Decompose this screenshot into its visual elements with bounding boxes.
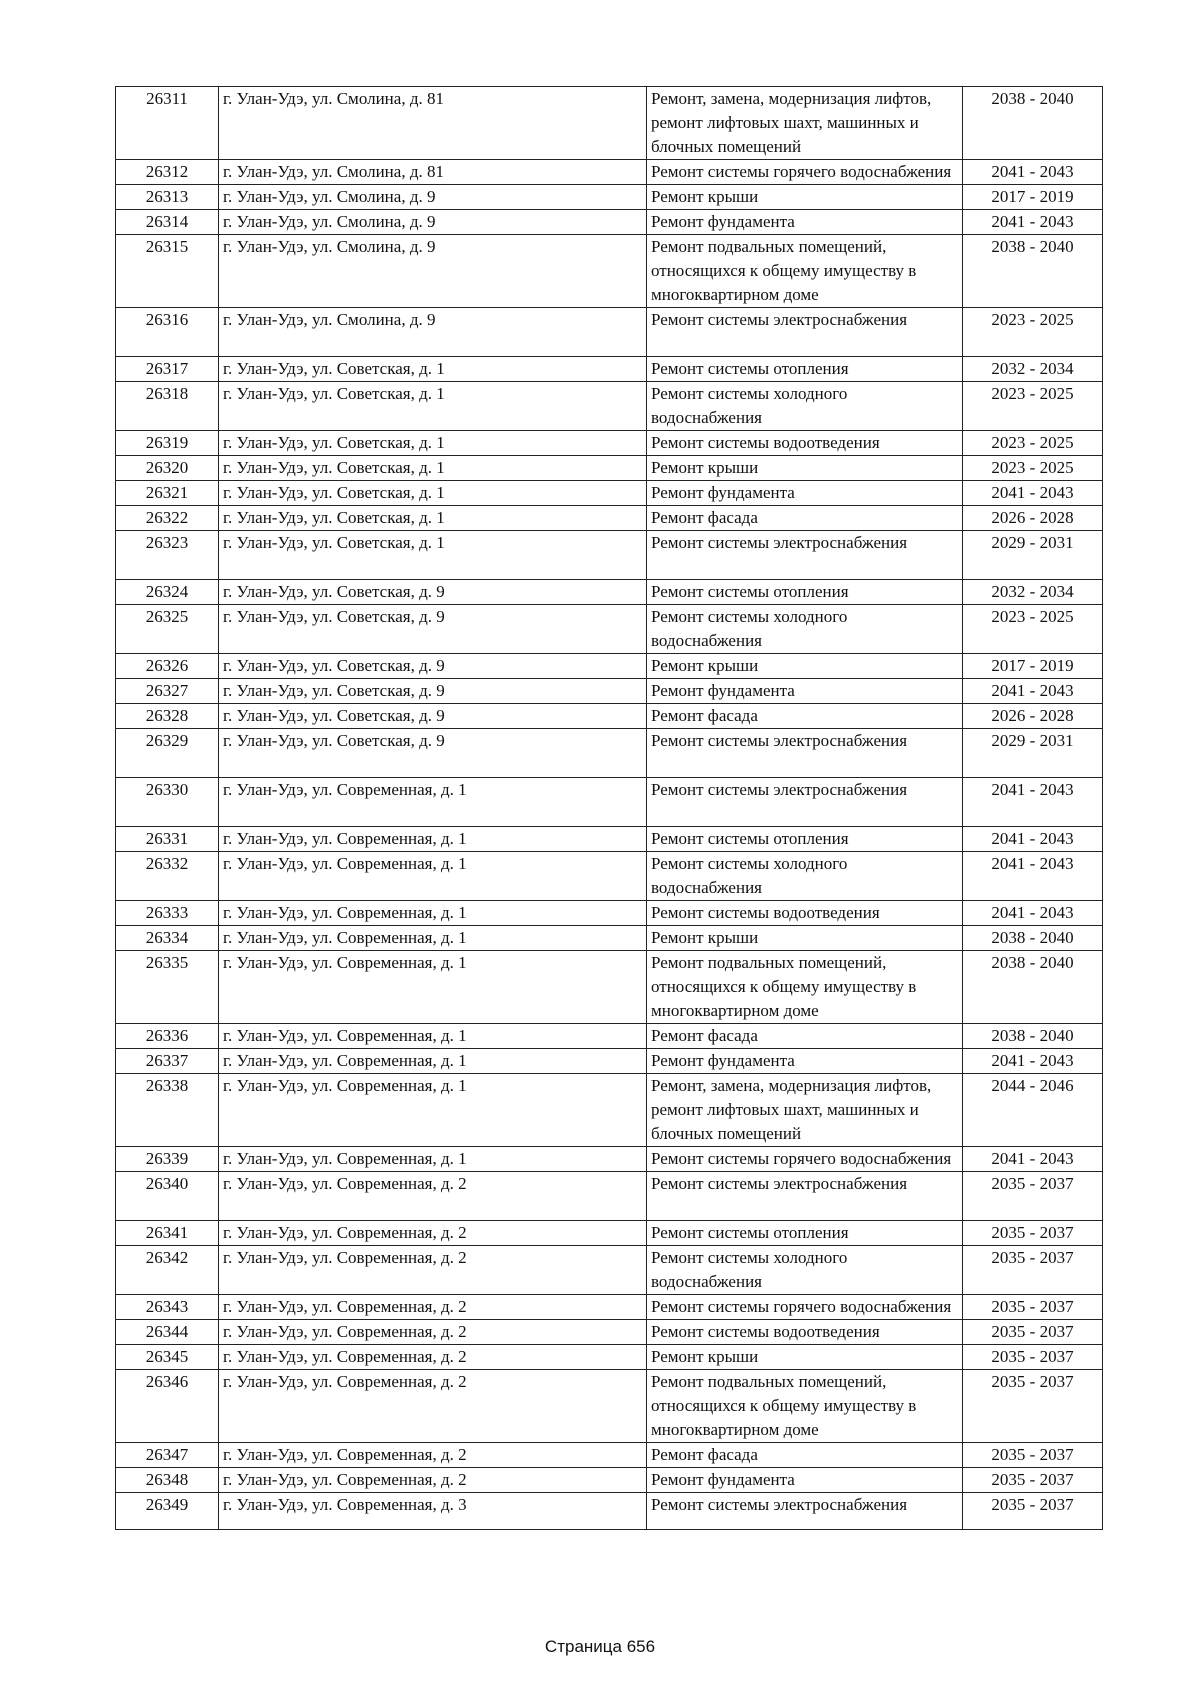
table-row: [116, 87, 1103, 160]
row-address: г. Улан-Удэ, ул. Современная, д. 2: [219, 1370, 647, 1443]
row-work-type: Ремонт системы холодного водоснабжения: [647, 382, 963, 431]
row-period: 2041 - 2043: [963, 679, 1103, 704]
table-row: [116, 1345, 1103, 1370]
row-work-type: Ремонт системы горячего водоснабжения: [647, 160, 963, 185]
row-work-type: Ремонт системы электроснабжения: [647, 729, 963, 778]
row-period: 2035 - 2037: [963, 1443, 1103, 1468]
row-address: г. Улан-Удэ, ул. Советская, д. 1: [219, 357, 647, 382]
row-address: г. Улан-Удэ, ул. Смолина, д. 9: [219, 308, 647, 357]
row-period: 2041 - 2043: [963, 827, 1103, 852]
row-period: 2032 - 2034: [963, 357, 1103, 382]
row-period: 2038 - 2040: [963, 87, 1103, 160]
row-number: 26315: [116, 235, 219, 308]
row-number: 26319: [116, 431, 219, 456]
row-period: 2023 - 2025: [963, 431, 1103, 456]
row-work-type: Ремонт системы водоотведения: [647, 1320, 963, 1345]
row-address: г. Улан-Удэ, ул. Смолина, д. 81: [219, 160, 647, 185]
row-period: 2035 - 2037: [963, 1468, 1103, 1493]
row-period: 2035 - 2037: [963, 1493, 1103, 1530]
row-number: 26328: [116, 704, 219, 729]
row-address: г. Улан-Удэ, ул. Советская, д. 9: [219, 729, 647, 778]
table-row: [116, 235, 1103, 308]
row-period: 2035 - 2037: [963, 1172, 1103, 1221]
row-address: г. Улан-Удэ, ул. Современная, д. 1: [219, 778, 647, 827]
row-number: 26334: [116, 926, 219, 951]
row-address: г. Улан-Удэ, ул. Смолина, д. 9: [219, 185, 647, 210]
table-row: [116, 778, 1103, 827]
row-address: г. Улан-Удэ, ул. Современная, д. 2: [219, 1246, 647, 1295]
row-address: г. Улан-Удэ, ул. Советская, д. 9: [219, 605, 647, 654]
table-row: [116, 481, 1103, 506]
table-row: [116, 382, 1103, 431]
table-row: [116, 1493, 1103, 1530]
row-work-type: Ремонт фасада: [647, 704, 963, 729]
row-address: г. Улан-Удэ, ул. Смолина, д. 9: [219, 210, 647, 235]
row-number: 26346: [116, 1370, 219, 1443]
row-address: г. Улан-Удэ, ул. Современная, д. 2: [219, 1295, 647, 1320]
row-period: 2035 - 2037: [963, 1221, 1103, 1246]
row-work-type: Ремонт подвальных помещений, относящихся к общему имуществу в многоквартирном доме: [647, 1370, 963, 1443]
row-number: 26332: [116, 852, 219, 901]
row-number: 26339: [116, 1147, 219, 1172]
table-row: [116, 1172, 1103, 1221]
row-address: г. Улан-Удэ, ул. Советская, д. 9: [219, 679, 647, 704]
table-row: [116, 926, 1103, 951]
row-address: г. Улан-Удэ, ул. Современная, д. 1: [219, 1024, 647, 1049]
row-period: 2017 - 2019: [963, 185, 1103, 210]
row-period: 2029 - 2031: [963, 729, 1103, 778]
row-work-type: Ремонт системы отопления: [647, 580, 963, 605]
row-period: 2041 - 2043: [963, 1147, 1103, 1172]
row-address: г. Улан-Удэ, ул. Современная, д. 1: [219, 1074, 647, 1147]
table-row: [116, 456, 1103, 481]
row-number: 26333: [116, 901, 219, 926]
row-address: г. Улан-Удэ, ул. Современная, д. 1: [219, 926, 647, 951]
row-number: 26326: [116, 654, 219, 679]
table-row: [116, 852, 1103, 901]
row-number: 26337: [116, 1049, 219, 1074]
row-address: г. Улан-Удэ, ул. Современная, д. 1: [219, 951, 647, 1024]
row-number: 26347: [116, 1443, 219, 1468]
table-row: [116, 1370, 1103, 1443]
row-number: 26336: [116, 1024, 219, 1049]
row-work-type: Ремонт системы электроснабжения: [647, 531, 963, 580]
row-address: г. Улан-Удэ, ул. Смолина, д. 9: [219, 235, 647, 308]
row-period: 2023 - 2025: [963, 605, 1103, 654]
row-work-type: Ремонт крыши: [647, 926, 963, 951]
table-row: [116, 951, 1103, 1024]
row-address: г. Улан-Удэ, ул. Современная, д. 2: [219, 1443, 647, 1468]
row-work-type: Ремонт системы электроснабжения: [647, 778, 963, 827]
row-address: г. Улан-Удэ, ул. Советская, д. 9: [219, 704, 647, 729]
row-period: 2038 - 2040: [963, 926, 1103, 951]
table-row: [116, 308, 1103, 357]
table-row: [116, 1468, 1103, 1493]
row-address: г. Улан-Удэ, ул. Современная, д. 2: [219, 1320, 647, 1345]
table-row: [116, 1074, 1103, 1147]
row-address: г. Улан-Удэ, ул. Советская, д. 1: [219, 382, 647, 431]
row-number: 26348: [116, 1468, 219, 1493]
row-address: г. Улан-Удэ, ул. Современная, д. 2: [219, 1172, 647, 1221]
table-row: [116, 1221, 1103, 1246]
row-work-type: Ремонт системы горячего водоснабжения: [647, 1295, 963, 1320]
row-address: г. Улан-Удэ, ул. Советская, д. 9: [219, 654, 647, 679]
row-address: г. Улан-Удэ, ул. Смолина, д. 81: [219, 87, 647, 160]
row-work-type: Ремонт фасада: [647, 1024, 963, 1049]
row-number: 26311: [116, 87, 219, 160]
row-work-type: Ремонт подвальных помещений, относящихся к общему имуществу в многоквартирном доме: [647, 235, 963, 308]
table-row: [116, 827, 1103, 852]
row-number: 26341: [116, 1221, 219, 1246]
row-period: 2017 - 2019: [963, 654, 1103, 679]
row-address: г. Улан-Удэ, ул. Современная, д. 2: [219, 1345, 647, 1370]
row-period: 2038 - 2040: [963, 1024, 1103, 1049]
row-period: 2044 - 2046: [963, 1074, 1103, 1147]
row-number: 26323: [116, 531, 219, 580]
row-period: 2041 - 2043: [963, 852, 1103, 901]
row-period: 2041 - 2043: [963, 778, 1103, 827]
row-address: г. Улан-Удэ, ул. Современная, д. 2: [219, 1468, 647, 1493]
row-number: 26324: [116, 580, 219, 605]
row-work-type: Ремонт крыши: [647, 654, 963, 679]
row-period: 2035 - 2037: [963, 1295, 1103, 1320]
row-number: 26322: [116, 506, 219, 531]
row-work-type: Ремонт системы отопления: [647, 1221, 963, 1246]
row-period: 2041 - 2043: [963, 901, 1103, 926]
row-work-type: Ремонт системы отопления: [647, 357, 963, 382]
row-work-type: Ремонт фундамента: [647, 1468, 963, 1493]
table-row: [116, 160, 1103, 185]
table-row: [116, 357, 1103, 382]
row-period: 2023 - 2025: [963, 382, 1103, 431]
row-work-type: Ремонт подвальных помещений, относящихся к общему имуществу в многоквартирном доме: [647, 951, 963, 1024]
row-period: 2038 - 2040: [963, 951, 1103, 1024]
row-number: 26329: [116, 729, 219, 778]
page-number: Страница 656: [544, 1637, 656, 1656]
row-number: 26340: [116, 1172, 219, 1221]
row-number: 26344: [116, 1320, 219, 1345]
row-work-type: Ремонт системы электроснабжения: [647, 1493, 963, 1530]
row-period: 2029 - 2031: [963, 531, 1103, 580]
table-row: [116, 431, 1103, 456]
row-address: г. Улан-Удэ, ул. Советская, д. 1: [219, 481, 647, 506]
row-period: 2035 - 2037: [963, 1370, 1103, 1443]
table-row: [116, 185, 1103, 210]
row-work-type: Ремонт фасада: [647, 1443, 963, 1468]
row-work-type: Ремонт системы отопления: [647, 827, 963, 852]
row-number: 26321: [116, 481, 219, 506]
table-row: [116, 1049, 1103, 1074]
row-work-type: Ремонт системы холодного водоснабжения: [647, 852, 963, 901]
row-work-type: Ремонт системы электроснабжения: [647, 308, 963, 357]
row-number: 26327: [116, 679, 219, 704]
table-row: [116, 531, 1103, 580]
row-work-type: Ремонт системы холодного водоснабжения: [647, 1246, 963, 1295]
row-period: 2035 - 2037: [963, 1345, 1103, 1370]
row-number: 26325: [116, 605, 219, 654]
row-work-type: Ремонт системы водоотведения: [647, 431, 963, 456]
table-row: [116, 1443, 1103, 1468]
row-work-type: Ремонт крыши: [647, 1345, 963, 1370]
row-period: 2041 - 2043: [963, 481, 1103, 506]
row-work-type: Ремонт фундамента: [647, 210, 963, 235]
row-period: 2026 - 2028: [963, 506, 1103, 531]
row-work-type: Ремонт крыши: [647, 456, 963, 481]
row-number: 26314: [116, 210, 219, 235]
table-row: [116, 506, 1103, 531]
row-period: 2032 - 2034: [963, 580, 1103, 605]
row-work-type: Ремонт фундамента: [647, 481, 963, 506]
row-address: г. Улан-Удэ, ул. Советская, д. 1: [219, 506, 647, 531]
row-work-type: Ремонт фундамента: [647, 1049, 963, 1074]
row-number: 26312: [116, 160, 219, 185]
row-number: 26316: [116, 308, 219, 357]
row-address: г. Улан-Удэ, ул. Современная, д. 2: [219, 1221, 647, 1246]
row-number: 26349: [116, 1493, 219, 1530]
table-row: [116, 654, 1103, 679]
table-body: [116, 87, 1103, 1530]
table-row: [116, 729, 1103, 778]
row-address: г. Улан-Удэ, ул. Современная, д. 3: [219, 1493, 647, 1530]
table-row: [116, 605, 1103, 654]
row-period: 2035 - 2037: [963, 1246, 1103, 1295]
row-number: 26320: [116, 456, 219, 481]
row-work-type: Ремонт, замена, модернизация лифтов, ремонт лифтовых шахт, машинных и блочных помещений: [647, 87, 963, 160]
row-address: г. Улан-Удэ, ул. Советская, д. 1: [219, 531, 647, 580]
row-number: 26342: [116, 1246, 219, 1295]
row-period: 2041 - 2043: [963, 210, 1103, 235]
row-work-type: Ремонт системы электроснабжения: [647, 1172, 963, 1221]
row-work-type: Ремонт системы водоотведения: [647, 901, 963, 926]
table-row: [116, 1320, 1103, 1345]
row-work-type: Ремонт системы холодного водоснабжения: [647, 605, 963, 654]
table-row: [116, 1024, 1103, 1049]
row-address: г. Улан-Удэ, ул. Современная, д. 1: [219, 901, 647, 926]
row-address: г. Улан-Удэ, ул. Современная, д. 1: [219, 852, 647, 901]
row-address: г. Улан-Удэ, ул. Советская, д. 1: [219, 431, 647, 456]
row-work-type: Ремонт фасада: [647, 506, 963, 531]
row-work-type: Ремонт крыши: [647, 185, 963, 210]
row-work-type: Ремонт системы горячего водоснабжения: [647, 1147, 963, 1172]
row-period: 2023 - 2025: [963, 308, 1103, 357]
row-number: 26331: [116, 827, 219, 852]
row-number: 26345: [116, 1345, 219, 1370]
row-number: 26338: [116, 1074, 219, 1147]
row-address: г. Улан-Удэ, ул. Советская, д. 9: [219, 580, 647, 605]
row-period: 2041 - 2043: [963, 160, 1103, 185]
row-period: 2023 - 2025: [963, 456, 1103, 481]
row-number: 26330: [116, 778, 219, 827]
row-period: 2041 - 2043: [963, 1049, 1103, 1074]
row-period: 2038 - 2040: [963, 235, 1103, 308]
table-row: [116, 679, 1103, 704]
table-row: [116, 580, 1103, 605]
row-period: 2035 - 2037: [963, 1320, 1103, 1345]
row-period: 2026 - 2028: [963, 704, 1103, 729]
row-number: 26313: [116, 185, 219, 210]
row-address: г. Улан-Удэ, ул. Современная, д. 1: [219, 1049, 647, 1074]
row-number: 26343: [116, 1295, 219, 1320]
table-row: [116, 1147, 1103, 1172]
row-address: г. Улан-Удэ, ул. Советская, д. 1: [219, 456, 647, 481]
row-number: 26318: [116, 382, 219, 431]
repair-schedule-table: [115, 86, 1103, 1530]
row-address: г. Улан-Удэ, ул. Современная, д. 1: [219, 827, 647, 852]
row-work-type: Ремонт фундамента: [647, 679, 963, 704]
table-row: [116, 901, 1103, 926]
row-number: 26317: [116, 357, 219, 382]
row-work-type: Ремонт, замена, модернизация лифтов, ремонт лифтовых шахт, машинных и блочных помещений: [647, 1074, 963, 1147]
table-row: [116, 704, 1103, 729]
row-address: г. Улан-Удэ, ул. Современная, д. 1: [219, 1147, 647, 1172]
row-number: 26335: [116, 951, 219, 1024]
table-row: [116, 1295, 1103, 1320]
table-row: [116, 1246, 1103, 1295]
table-row: [116, 210, 1103, 235]
